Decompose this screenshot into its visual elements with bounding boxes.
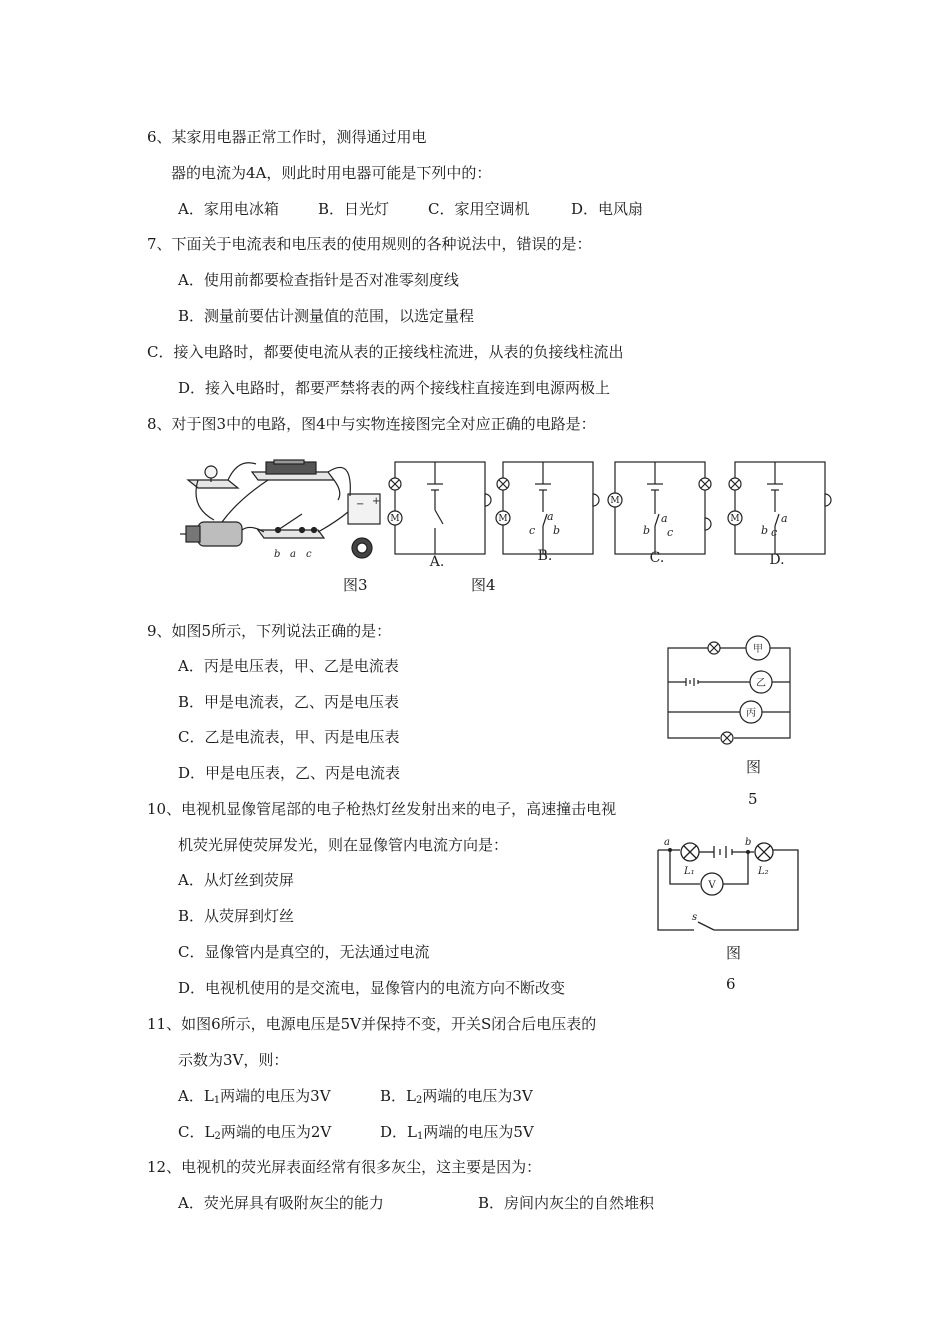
q6-option-b: B．日光灯: [318, 200, 390, 218]
q12-option-b: B．房间内灰尘的自然堆积: [478, 1194, 655, 1212]
q7-stem: 7、下面关于电流表和电压表的使用规则的各种说法中，错误的是：: [147, 235, 592, 253]
fig4-b-label-a: a: [547, 510, 554, 523]
q9-option-b: B．甲是电流表，乙、丙是电压表: [178, 693, 400, 711]
q7-option-c: C．接入电路时，都要使电流从表的正接线柱流进，从表的负接线柱流出: [147, 343, 624, 361]
q11-option-b: B．$L_2$两端的电压为3V: [380, 1087, 533, 1106]
q10-stem-line2: 机荧光屏使荧屏发光，则在显像管内电流方向是：: [178, 836, 509, 854]
q10-option-d: D．电视机使用的是交流电，显像管内的电流方向不断改变: [178, 979, 566, 997]
q9-option-c: C．乙是电流表，甲、丙是电压表: [178, 728, 400, 746]
fig4-d-label-b: b: [761, 524, 769, 537]
fig4-option-a-label: A.: [429, 554, 445, 570]
q11-option-d: D．$L_1$两端的电压为5V: [380, 1123, 534, 1142]
fig3-terminal-a: a: [290, 549, 296, 560]
q12-option-a: A．荧光屏具有吸附灰尘的能力: [178, 1194, 384, 1212]
fig5-meter-jia: 甲: [753, 644, 763, 655]
q10-option-c: C．显像管内是真空的，无法通过电流: [178, 943, 430, 961]
fig6-voltmeter-v: V: [708, 880, 716, 891]
figure-6-caption-line2: 6: [726, 975, 736, 993]
fig5-meter-yi: 乙: [756, 678, 766, 689]
q6-option-a: A．家用电冰箱: [178, 200, 279, 218]
figure-4-caption: 图4: [471, 576, 496, 594]
fig6-label-l1: L₁: [684, 866, 695, 877]
q11-option-c: C．$L_2$两端的电压为2V: [178, 1123, 332, 1142]
q11-option-a: A．$L_1$两端的电压为3V: [178, 1087, 331, 1106]
fig4-option-d-label: D.: [769, 552, 785, 568]
svg-text:M: M: [610, 496, 620, 506]
q9-stem: 9、如图5所示，下列说法正确的是：: [147, 622, 392, 640]
fig5-meter-bing: 丙: [746, 708, 756, 719]
figure-4-circuit-options: [385, 454, 835, 572]
fig3-terminal-c: c: [306, 549, 312, 560]
fig4-c-label-a: a: [661, 512, 668, 525]
fig4-d-label-c: c: [771, 526, 778, 539]
svg-text:M: M: [730, 514, 740, 524]
figure-5-caption-line2: 5: [748, 790, 758, 808]
fig3-terminal-b: b: [274, 549, 281, 560]
fig4-c-label-b: b: [643, 524, 651, 537]
figure-6-circuit: [650, 832, 802, 936]
figure-3-wiring-diagram: [178, 452, 393, 564]
q6-stem-line1: 6、某家用电器正常工作时，测得通过用电: [147, 128, 427, 146]
q9-option-a: A．丙是电压表，甲、乙是电流表: [178, 657, 399, 675]
fig6-label-a: a: [664, 837, 670, 848]
svg-text:M: M: [498, 514, 508, 524]
q8-stem: 8、对于图3中的电路，图4中与实物连接图完全对应正确的电路是：: [147, 415, 596, 433]
fig6-label-s: s: [692, 912, 698, 923]
figure-5-circuit: [660, 628, 795, 748]
svg-text:−: −: [356, 499, 365, 510]
figure-6-caption-line1: 图: [726, 944, 742, 962]
fig6-label-b: b: [745, 837, 752, 848]
fig4-option-b-label: B.: [537, 548, 553, 564]
q9-option-d: D．甲是电压表，乙、丙是电流表: [178, 764, 401, 782]
fig6-label-l2: L₂: [758, 866, 769, 877]
q7-option-a: A．使用前都要检查指针是否对准零刻度线: [178, 271, 459, 289]
fig4-c-label-c: c: [667, 526, 674, 539]
q11-stem-line2: 示数为3V，则：: [178, 1051, 289, 1069]
svg-text:M: M: [390, 514, 400, 524]
q12-stem: 12、电视机的荧光屏表面经常有很多灰尘，这主要是因为：: [147, 1158, 542, 1176]
svg-text:+: +: [372, 496, 381, 507]
figure-3-caption: 图3: [343, 576, 368, 594]
fig4-d-label-a: a: [781, 512, 788, 525]
q7-option-b: B．测量前要估计测量值的范围，以选定量程: [178, 307, 475, 325]
q10-option-b: B．从荧屏到灯丝: [178, 907, 295, 925]
fig4-b-label-c: c: [529, 524, 536, 537]
q6-stem-line2: 器的电流为4A，则此时用电器可能是下列中的：: [171, 164, 492, 182]
q6-option-c: C．家用空调机: [428, 200, 530, 218]
q7-option-d: D．接入电路时，都要严禁将表的两个接线柱直接连到电源两极上: [178, 379, 611, 397]
q10-stem-line1: 10、电视机显像管尾部的电子枪热灯丝发射出来的电子，高速撞击电视: [147, 800, 617, 818]
fig4-b-label-b: b: [553, 524, 561, 537]
fig4-option-c-label: C.: [649, 550, 665, 566]
q11-stem-line1: 11、如图6所示，电源电压是5V并保持不变，开关S闭合后电压表的: [147, 1015, 597, 1033]
figure-5-caption-line1: 图: [746, 758, 762, 776]
q10-option-a: A．从灯丝到荧屏: [178, 871, 294, 889]
q6-option-d: D．电风扇: [571, 200, 644, 218]
